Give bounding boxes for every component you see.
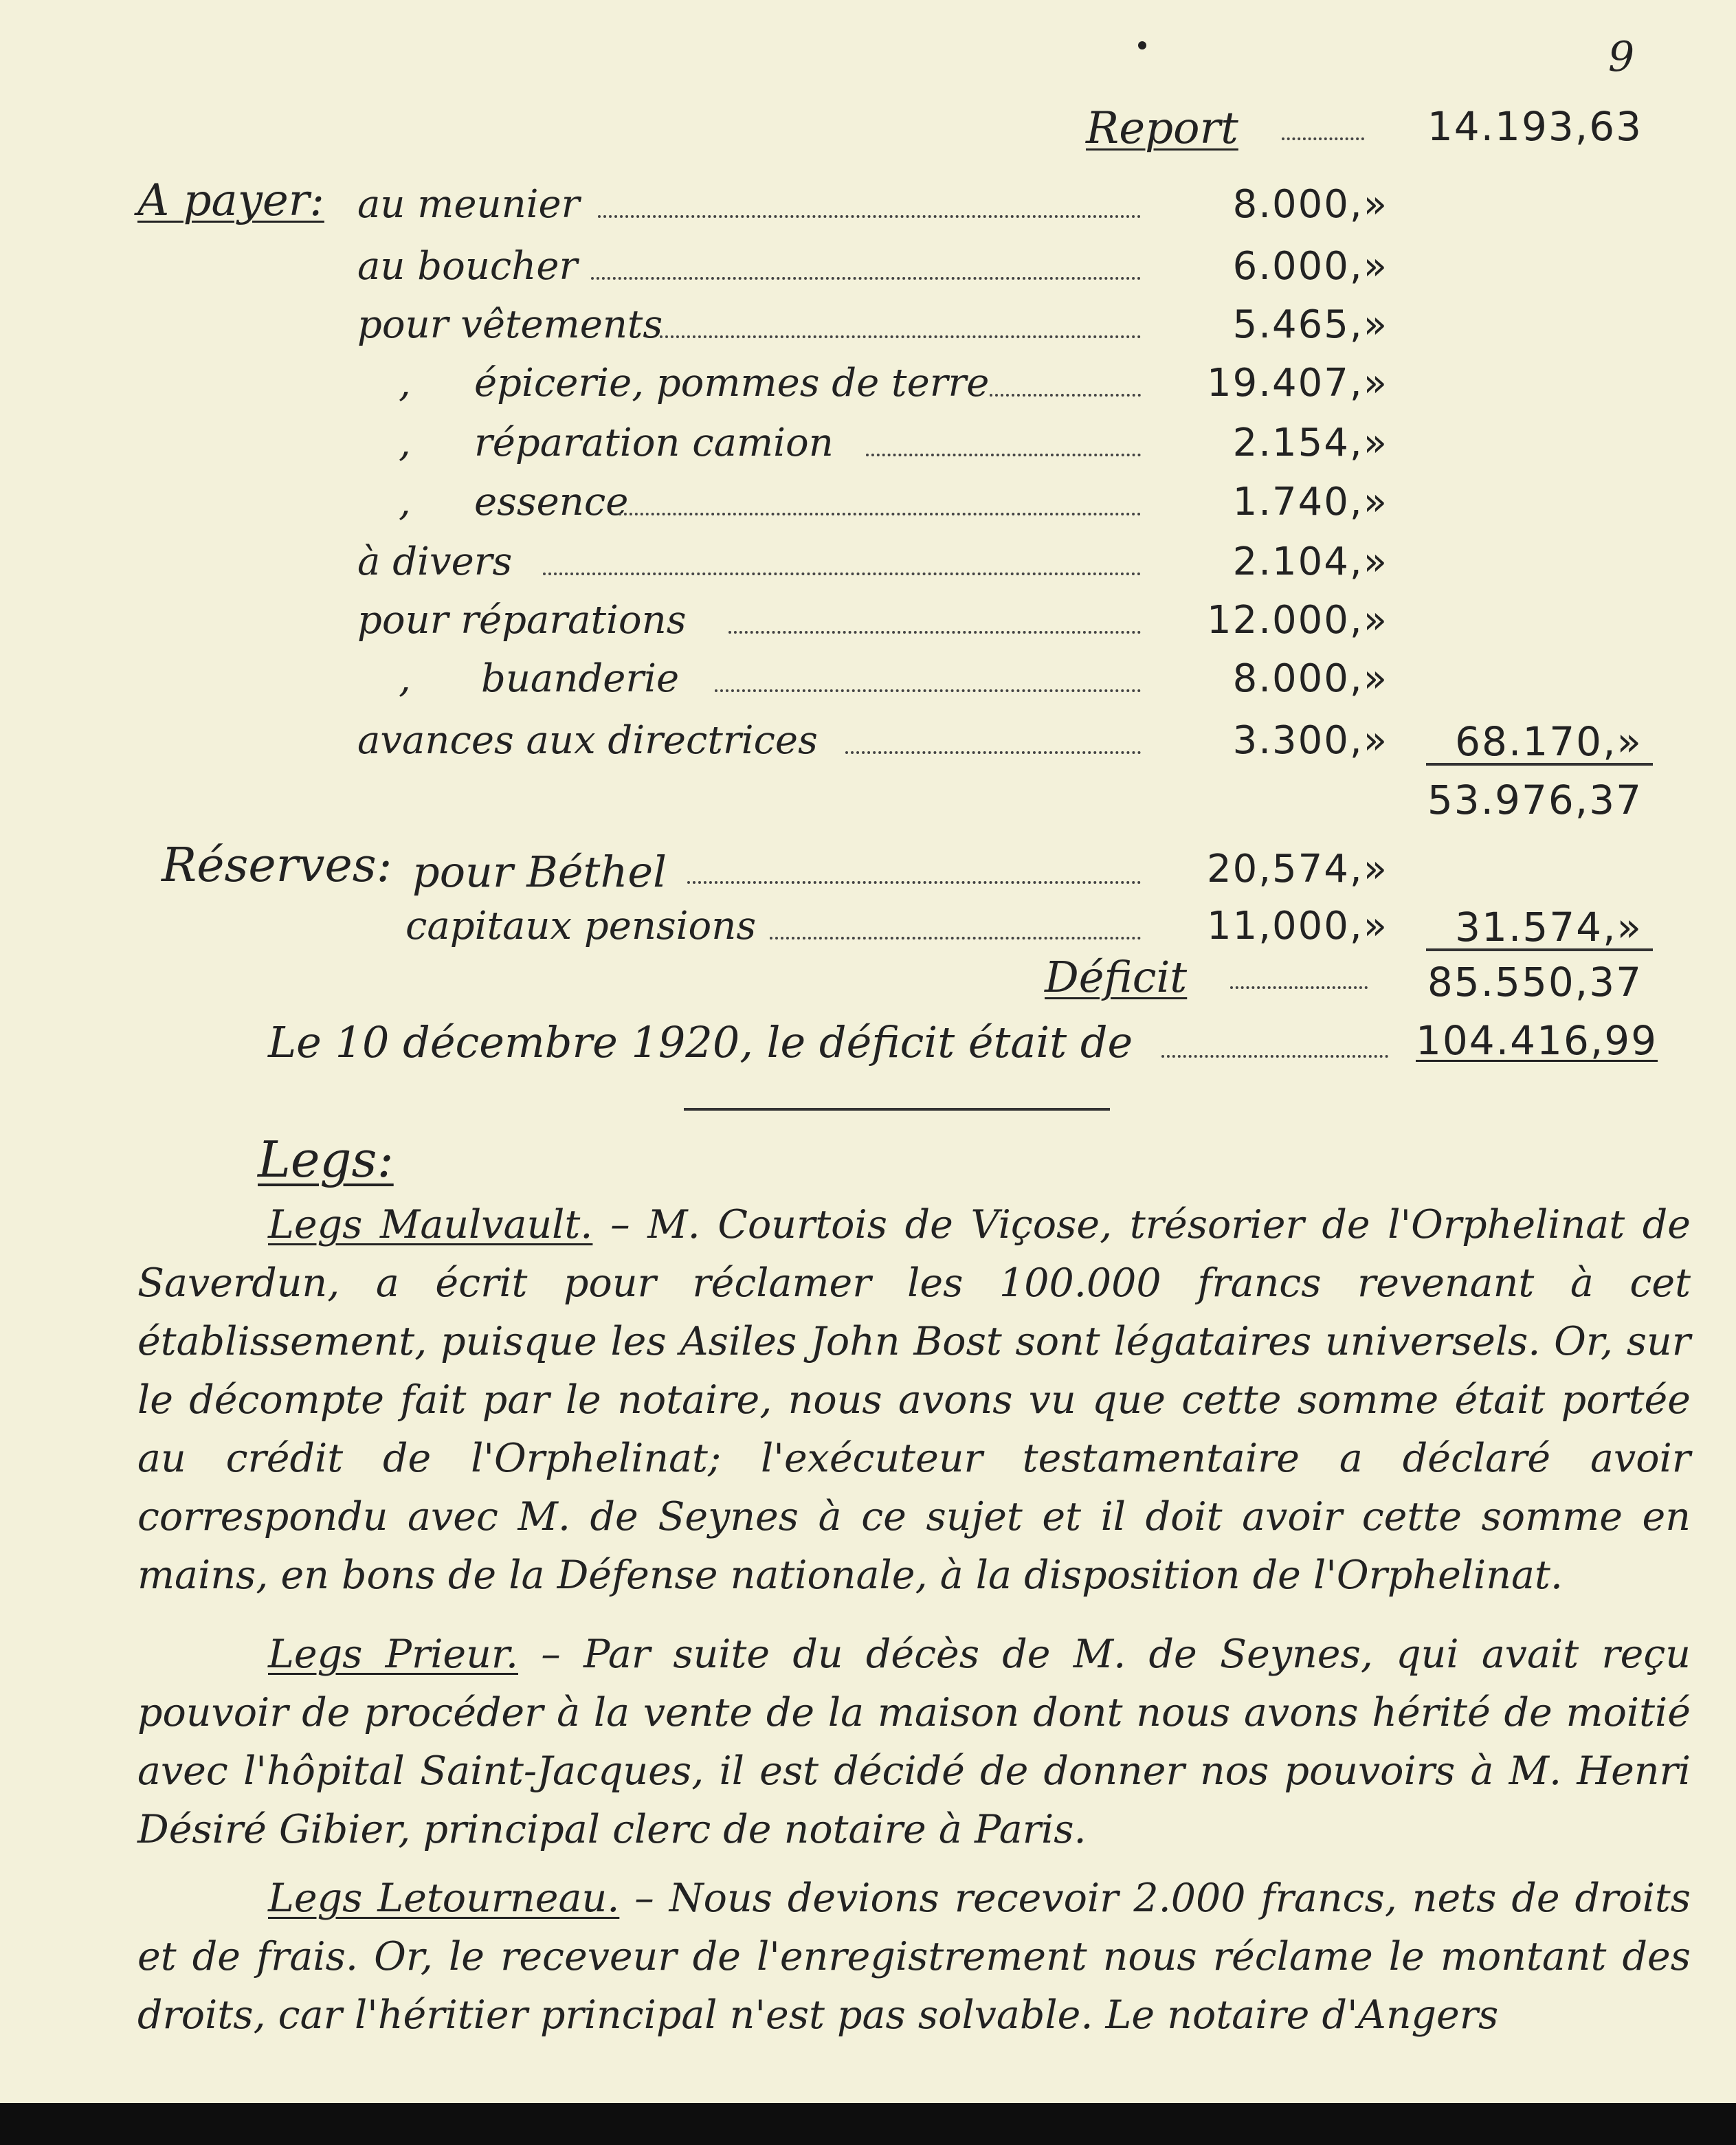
ledger-label: buanderie <box>481 656 680 701</box>
leader-dots <box>543 573 1141 575</box>
ledger-label: pour Béthel <box>412 847 667 897</box>
ledger-label: pour vêtements <box>357 302 663 347</box>
ledger-label: au boucher <box>357 244 578 289</box>
leader-dots <box>591 277 1141 280</box>
ledger-amount: 8.000,» <box>1232 656 1388 701</box>
leader-dots <box>845 751 1141 754</box>
legs-name: Legs Prieur. <box>268 1632 518 1677</box>
leader-dots <box>687 881 1141 884</box>
legs-text: – Nous devions recevoir 2.000 francs, nets de droits et de frais. Or, le receveur de l'enregistrement nous réclame le montant des droits, car l'héritier principal n'est pas solvable. Le notaire d'Angers <box>137 1876 1691 2038</box>
report-amount: 14.193,63 <box>1427 103 1643 150</box>
report-leaders <box>1282 137 1364 140</box>
ledger-label: pour réparations <box>357 598 687 643</box>
total-rule <box>1426 763 1653 766</box>
reserves-total: 31.574,» <box>1455 904 1643 951</box>
legs-text: – M. Courtois de Viçose, trésorier de l'Orphelinat de Saverdun, a écrit pour réclamer les 100.000 francs revenant à cet établissement, puisque les Asiles John Bost sont légataires universels. Or, sur le décompte fait par le notaire, nous avons vu que cette somme était portée au crédit de l'Orphelinat; l'exécuteur testamentaire a déclaré avoir correspondu avec M. de Seynes à ce sujet et il doit avoir cette somme en mains, en bons de la Défense nationale, à la disposition de l'Orphelinat. <box>137 1202 1691 1598</box>
scan-border <box>0 2103 1736 2145</box>
leader-dots <box>598 215 1141 218</box>
ledger-label: capitaux pensions <box>405 904 757 948</box>
ledger-label: au meunier <box>357 182 580 227</box>
leader-dots <box>866 454 1141 456</box>
ledger-row <box>0 361 1736 410</box>
ledger-amount: 3.300,» <box>1232 718 1388 763</box>
legs-paragraph <box>137 1625 1691 1859</box>
legs-text: – Par suite du décès de M. de Seynes, qui avait reçu pouvoir de procéder à la vente de la maison dont nous avons hérité de moitié avec l'hôpital Saint-Jacques, il est décidé de donner nos pouvoirs à M. Henri Désiré Gibier, principal clerc de notaire à Paris. <box>137 1632 1691 1852</box>
ledger-amount: 6.000,» <box>1232 244 1388 289</box>
ledger-label: avances aux directrices <box>357 718 818 763</box>
ledger-prefix: , <box>399 361 411 405</box>
ledger-amount: 19.407,» <box>1206 361 1388 405</box>
prior-deficit-leaders <box>1161 1055 1388 1058</box>
report-label: Report <box>1086 103 1238 154</box>
a-payer-heading: A payer: <box>137 175 324 226</box>
leader-dots <box>770 937 1141 940</box>
ledger-row <box>0 244 1736 293</box>
a-payer-balance: 53.976,37 <box>1427 777 1643 823</box>
leader-dots <box>619 513 1141 515</box>
legs-name: Legs Maulvault. <box>268 1202 593 1247</box>
ledger-amount: 8.000,» <box>1232 182 1388 227</box>
leader-dots <box>715 689 1141 692</box>
deficit-label: Déficit <box>1045 952 1188 1002</box>
legs-title: Legs: <box>258 1131 394 1188</box>
ledger-prefix: , <box>399 656 411 701</box>
reserves-heading: Réserves: <box>162 838 392 893</box>
ledger-amount: 20,574,» <box>1206 847 1388 891</box>
ledger-row <box>0 421 1736 470</box>
ledger-amount: 12.000,» <box>1206 598 1388 643</box>
ink-dot <box>1138 41 1146 49</box>
ledger-row <box>0 656 1736 706</box>
leader-dots <box>990 394 1141 397</box>
leader-dots <box>728 631 1141 634</box>
ledger-label: épicerie, pommes de terre <box>474 361 990 405</box>
ledger-prefix: , <box>399 480 411 524</box>
leader-dots <box>660 335 1141 338</box>
deficit-leaders <box>1230 986 1368 989</box>
legs-paragraph <box>137 1869 1691 2045</box>
prior-deficit-amount: 104.416,99 <box>1416 1017 1658 1064</box>
total-rule <box>1426 948 1653 951</box>
ledger-row <box>0 847 1736 896</box>
ledger-label: à divers <box>357 540 513 584</box>
ledger-amount: 1.740,» <box>1232 480 1388 524</box>
ledger-amount: 5.465,» <box>1232 302 1388 347</box>
ledger-row <box>0 598 1736 647</box>
prior-deficit-text: Le 10 décembre 1920, le déficit était de <box>268 1017 1133 1067</box>
ledger-label: essence <box>474 480 629 524</box>
page-number: 9 <box>1608 33 1635 81</box>
section-separator <box>684 1108 1110 1111</box>
ledger-row <box>0 182 1736 232</box>
legs-name: Legs Letourneau. <box>268 1876 620 1921</box>
ledger-row <box>0 302 1736 352</box>
deficit-amount: 85.550,37 <box>1427 959 1643 1005</box>
a-payer-total: 68.170,» <box>1455 718 1643 765</box>
ledger-amount: 2.104,» <box>1232 540 1388 584</box>
ledger-row <box>0 540 1736 589</box>
ledger-amount: 2.154,» <box>1232 421 1388 465</box>
ledger-label: réparation camion <box>474 421 834 465</box>
ledger-row <box>0 480 1736 529</box>
ledger-amount: 11,000,» <box>1206 904 1388 948</box>
legs-paragraph <box>137 1196 1691 1605</box>
ledger-prefix: , <box>399 421 411 465</box>
